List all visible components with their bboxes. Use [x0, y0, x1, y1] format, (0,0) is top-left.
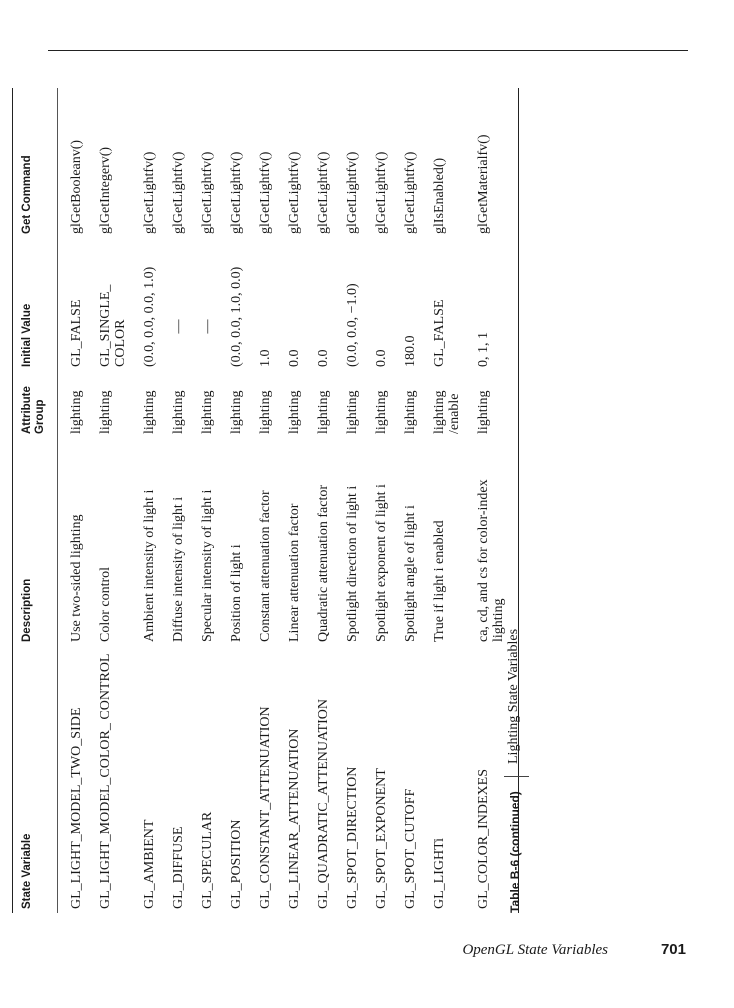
- cell-description: Constant attenuation factor: [258, 490, 273, 642]
- cell-description: Use two-sided lighting: [69, 514, 84, 642]
- cell-get-command: glGetLightfv(): [258, 151, 273, 234]
- cell-description: Quadratic attenuation factor: [316, 484, 331, 642]
- cell-get-command: glGetLightfv(): [171, 151, 186, 234]
- cell-state-variable: GL_COLOR_INDEXES: [469, 646, 519, 913]
- cell-state-variable: GL_DIFFUSE: [171, 826, 186, 909]
- table-row: [251, 88, 280, 913]
- cell-get-command: glGetLightfv(): [142, 151, 157, 234]
- cell-get-command: glGetLightfv(): [403, 151, 418, 234]
- table-row: [193, 88, 222, 913]
- table-row: [396, 88, 425, 913]
- cell-initial-value: (0.0, 0.0, 1.0, 0.0): [229, 266, 244, 367]
- running-footer-title: OpenGL State Variables: [462, 942, 608, 958]
- cell-initial-value: (0.0, 0.0, −1.0): [345, 283, 360, 367]
- cell-get-command: glGetLightfv(): [374, 151, 389, 234]
- cell-attribute-group: lighting: [200, 390, 215, 434]
- cell-get-command: glGetLightfv(): [316, 151, 331, 234]
- header-attribute-group: Attribute Group: [13, 371, 58, 438]
- cell-attribute-group: lighting: [469, 371, 519, 438]
- table-row: [367, 88, 396, 913]
- cell-state-variable: GL_SPOT_EXPONENT: [374, 768, 389, 909]
- cell-initial-value: 0, 1, 1: [469, 238, 519, 371]
- lighting-state-table: [12, 88, 519, 913]
- cell-get-command: glGetIntegerv(): [98, 146, 113, 234]
- cell-get-command: glGetLightfv(): [345, 151, 360, 234]
- cell-state-variable: GL_LINEAR_ATTENUATION: [287, 728, 302, 909]
- cell-attribute-group: lighting: [69, 390, 84, 434]
- cell-attribute-group: lighting: [258, 390, 273, 434]
- cell-attribute-group: lighting: [403, 390, 418, 434]
- cell-attribute-group: lighting: [142, 390, 157, 434]
- rotated-table-content: [12, 88, 602, 913]
- table-row: [58, 88, 92, 913]
- cell-attribute-group: lighting: [345, 390, 360, 434]
- cell-attribute-group: lighting: [98, 390, 113, 434]
- table-row: [164, 88, 193, 913]
- table-row: [309, 88, 338, 913]
- cell-state-variable: GL_QUADRATIC_ATTENUATION: [316, 699, 331, 909]
- cell-initial-value: —: [171, 319, 186, 334]
- table-row: [135, 88, 164, 913]
- cell-attribute-group: lighting: [316, 390, 331, 434]
- cell-state-variable: GL_LIGHT_MODEL_TWO_SIDE: [69, 707, 84, 909]
- cell-get-command: glGetLightfv(): [287, 151, 302, 234]
- cell-get-command: glGetMaterialfv(): [469, 88, 519, 238]
- cell-description: Spotlight direction of light i: [345, 485, 360, 642]
- cell-description: Linear attenuation factor: [287, 503, 302, 642]
- cell-state-variable: GL_SPECULAR: [200, 811, 215, 909]
- cell-description: Spotlight angle of light i: [403, 505, 418, 642]
- cell-get-command: glGetBooleanv(): [69, 139, 84, 234]
- cell-attribute-group: lighting: [374, 390, 389, 434]
- top-rule: [48, 50, 688, 51]
- cell-attribute-group: lighting: [229, 390, 244, 434]
- cell-state-variable: GL_SPOT_CUTOFF: [403, 788, 418, 909]
- caption-divider: [504, 776, 529, 777]
- cell-state-variable: GL_LIGHTi: [432, 837, 447, 909]
- cell-attribute-group: lighting: [171, 390, 186, 434]
- cell-attribute-group: lighting: [287, 390, 302, 434]
- cell-initial-value: 0.0: [316, 349, 331, 367]
- table-row: [425, 88, 469, 913]
- table-caption-title: Lighting State Variables: [506, 628, 521, 764]
- cell-initial-value: GL_FALSE: [432, 299, 447, 367]
- cell-state-variable: GL_AMBIENT: [142, 819, 157, 909]
- cell-initial-value: 0.0: [287, 349, 302, 367]
- cell-description: Diffuse intensity of light i: [171, 496, 186, 642]
- cell-description: Ambient intensity of light i: [142, 489, 157, 642]
- cell-initial-value: (0.0, 0.0, 0.0, 1.0): [142, 266, 157, 367]
- rotated-table-region: [12, 88, 602, 913]
- cell-state-variable: GL_SPOT_DIRECTION: [345, 766, 360, 909]
- page-footer: [0, 942, 734, 964]
- cell-description: Color control: [98, 566, 113, 642]
- cell-description: True if light i enabled: [432, 520, 447, 642]
- cell-state-variable: GL_POSITION: [229, 819, 244, 909]
- table-caption: [504, 88, 534, 913]
- cell-get-command: glIsEnabled(): [432, 157, 447, 234]
- cell-get-command: glGetLightfv(): [229, 151, 244, 234]
- cell-initial-value: 1.0: [258, 349, 273, 367]
- cell-description: ca, cd, and cs for color-index lighting: [469, 438, 519, 646]
- cell-state-variable: GL_LIGHT_MODEL_COLOR_ CONTROL: [98, 653, 113, 909]
- table-row: [222, 88, 251, 913]
- cell-initial-value: GL_FALSE: [69, 299, 84, 367]
- table-caption-label: Table B-6 (continued): [508, 791, 522, 913]
- cell-initial-value: 180.0: [403, 335, 418, 367]
- cell-description: Position of light i: [229, 544, 244, 642]
- table-header-row: [13, 88, 58, 913]
- cell-initial-value: GL_SINGLE_ COLOR: [98, 284, 128, 367]
- cell-description: Specular intensity of light i: [200, 489, 215, 642]
- cell-attribute-group: lighting /enable: [432, 390, 462, 434]
- cell-get-command: glGetLightfv(): [200, 151, 215, 234]
- table-row: [91, 88, 135, 913]
- cell-initial-value: —: [200, 319, 215, 334]
- table-row: [338, 88, 367, 913]
- cell-state-variable: GL_CONSTANT_ATTENUATION: [258, 706, 273, 909]
- header-get-command: Get Command: [13, 88, 58, 238]
- cell-initial-value: 0.0: [374, 349, 389, 367]
- table-row: [280, 88, 309, 913]
- header-initial-value: Initial Value: [13, 238, 58, 371]
- page-number: 701: [660, 941, 686, 958]
- cell-description: Spotlight exponent of light i: [374, 484, 389, 642]
- header-state-variable: State Variable: [13, 646, 58, 913]
- header-description: Description: [13, 438, 58, 646]
